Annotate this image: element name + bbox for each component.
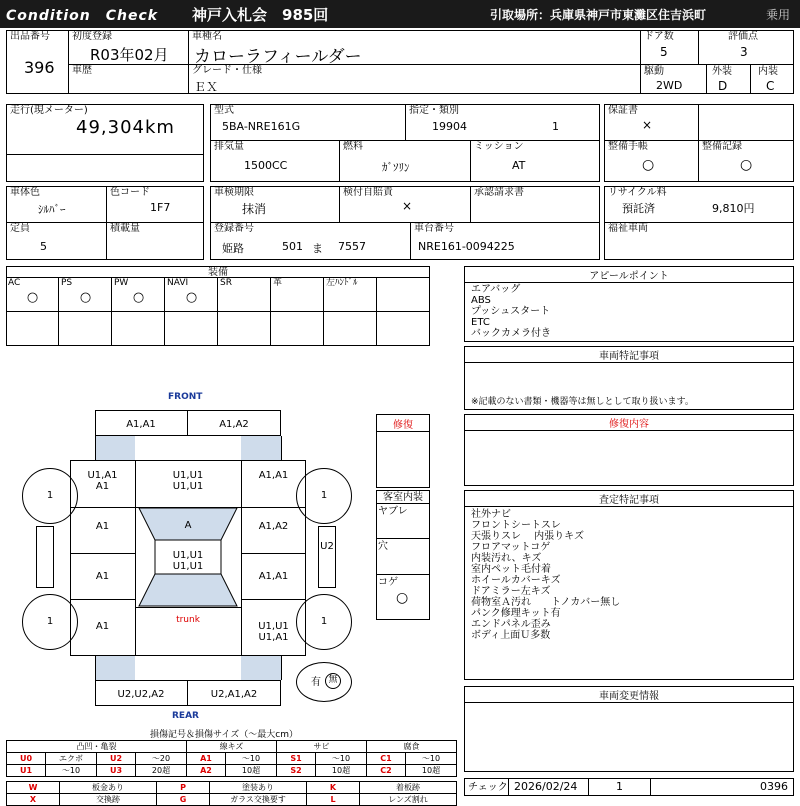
quarter-rl-text: A1 <box>95 621 110 632</box>
designation-label: 指定・類別 <box>409 105 459 116</box>
legend-cell: ～10 <box>316 753 367 765</box>
approval-label: 承認請求書 <box>474 187 524 198</box>
interior-koge: コゲ <box>378 577 398 588</box>
assessment-item: 内装汚れ、キズ <box>471 553 542 564</box>
plate-label: 登録番号 <box>214 223 254 234</box>
repair-panel <box>464 414 794 486</box>
mileage: 49,304km <box>76 117 175 138</box>
legend-cell: ～10 <box>226 753 277 765</box>
assessment-item: エンドパネル歪み <box>471 619 551 630</box>
door-fr-text: A1,A2 <box>258 521 289 532</box>
mission: AT <box>512 159 526 172</box>
model: 5BA-NRE161G <box>222 120 301 133</box>
vehicle-category: 乗用 <box>766 8 791 22</box>
assessment-item: フロントシートスレ <box>471 520 561 531</box>
assessment-item: ホイールカバーキズ <box>471 575 561 586</box>
legend-cell: 10超 <box>316 765 367 777</box>
assessment-item: 荷物室Ａ汚れ トノカバー無し <box>471 597 621 608</box>
score: 3 <box>740 45 748 59</box>
assessment-list <box>465 507 793 643</box>
lot-number: 396 <box>24 58 55 77</box>
rear-label: REAR <box>172 711 199 721</box>
lot-label: 出品番号 <box>10 31 50 42</box>
legend-cell: U1 <box>7 765 46 777</box>
legend-cell: 20超 <box>136 765 187 777</box>
check-label: チェック <box>468 782 508 793</box>
ext-label: 外装 <box>712 66 732 77</box>
equipment-value: ○ <box>26 290 39 305</box>
roof-text: U1,U1 U1,U1 <box>172 550 204 572</box>
legend-header-dent: 凸凹・亀裂 <box>7 741 187 753</box>
frame-number: NRE161-0094225 <box>418 240 515 253</box>
equipment-label: 左ﾊﾝﾄﾞﾙ <box>326 278 358 288</box>
repair-badge: 修復 <box>376 416 430 432</box>
manual: ○ <box>642 157 655 173</box>
rear-bumper-right: U2,A1,A2 <box>210 689 258 700</box>
legend-cell: K <box>307 782 360 794</box>
special-note: ※記載のない書類・機器等は無しとして取り扱います。 <box>471 397 694 407</box>
appeal-item: プッシュスタート <box>471 306 551 317</box>
doors: 5 <box>660 45 668 59</box>
wheel-rear-right-text: 1 <box>320 616 328 627</box>
trunk-text: trunk <box>176 615 200 625</box>
interior-ana: 穴 <box>378 541 388 552</box>
appeal-panel <box>464 266 794 342</box>
pickup-location: 引取場所：兵庫県神戸市東灘区住吉浜町 <box>490 8 707 22</box>
displacement-label: 排気量 <box>214 141 244 152</box>
equipment-label: SR <box>220 278 232 288</box>
inspection: 抹消 <box>242 202 267 216</box>
assessment-item: パンク修理キット有 <box>471 608 561 619</box>
legend-cell: L <box>307 794 360 806</box>
score-label: 評価点 <box>728 31 758 42</box>
legend-cell: 10超 <box>226 765 277 777</box>
wheel-front-right-text: 1 <box>320 490 328 501</box>
fuel: ｶﾞｿﾘﾝ <box>382 161 410 174</box>
auction-title: 神戸入札会 985回 <box>192 6 329 24</box>
legend-cell: U2 <box>97 753 136 765</box>
condition-check-title: Condition Check <box>6 8 159 24</box>
warranty: × <box>642 118 653 132</box>
legend-cell: C2 <box>367 765 406 777</box>
equipment-value: ○ <box>132 290 145 305</box>
color-code: 1F7 <box>150 201 171 214</box>
equipment-label: 革 <box>273 278 283 288</box>
int-grade: C <box>766 79 775 93</box>
legend-cell: 板金あり <box>60 782 157 794</box>
legend-cell: S1 <box>277 753 316 765</box>
interior-yabure: ヤブレ <box>378 506 408 517</box>
interior-koge-mark: ○ <box>396 590 409 606</box>
hood-text: U1,U1 U1,U1 <box>172 470 204 492</box>
legend-cell: U3 <box>97 765 136 777</box>
check-lot: 0396 <box>760 780 788 793</box>
plate-area: 姫路 <box>222 242 244 255</box>
inspection-label: 車検期限 <box>214 187 254 198</box>
legend-header-line: 線キズ <box>187 741 277 753</box>
legend-cell: X <box>7 794 60 806</box>
door-rl-text: A1 <box>95 571 110 582</box>
load-label: 積載量 <box>110 223 140 234</box>
legend-cell: 10超 <box>406 765 457 777</box>
grade-label: グレード・仕様 <box>192 65 262 76</box>
legend-cell: 塗装あり <box>210 782 307 794</box>
color-code-label: 色コード <box>110 187 150 198</box>
front-bumper-right: A1,A2 <box>219 419 249 430</box>
windshield-text: A <box>184 520 192 531</box>
side-right <box>318 526 336 588</box>
legend-cell: A2 <box>187 765 226 777</box>
rear-bumper-left: U2,U2,A2 <box>117 689 165 700</box>
assessment-title: 査定特記事項 <box>465 491 793 507</box>
category-number: 1 <box>552 120 559 133</box>
assessment-item: ドアミラー左キズ <box>471 586 551 597</box>
manual-label: 整備手帳 <box>608 141 648 152</box>
fender-fl-text: U1,A1 A1 <box>87 470 118 492</box>
repair-title: 修復内容 <box>465 415 793 431</box>
designation: 19904 <box>432 120 467 133</box>
assessment-item: 室内ペット毛付着 <box>471 564 551 575</box>
equipment-label: AC <box>8 278 21 288</box>
legend-cell: エクボ <box>46 753 97 765</box>
front-bumper-left: A1,A1 <box>126 419 156 430</box>
equipment-value: ○ <box>79 290 92 305</box>
equipment-title: 装備 <box>208 267 228 278</box>
side-right-text: U2 <box>320 541 334 552</box>
legend-cell: U0 <box>7 753 46 765</box>
record: ○ <box>740 157 753 173</box>
legend-cell: 着板跡 <box>360 782 457 794</box>
doors-label: ドア数 <box>644 31 674 42</box>
legend-title: 損傷記号＆損傷サイズ（～最大cm） <box>150 730 298 740</box>
legend-cell: G <box>157 794 210 806</box>
legend-cell: レンズ割れ <box>360 794 457 806</box>
assessment-item: 天張りスレ 内張りキズ <box>471 531 584 542</box>
wheel-front-left-text: 1 <box>46 490 54 501</box>
door-rr-text: A1,A1 <box>258 571 289 582</box>
legend-header-rust: サビ <box>277 741 367 753</box>
change-panel <box>464 686 794 772</box>
assessment-item: 社外ナビ <box>471 509 511 520</box>
appeal-item: エアバッグ <box>471 284 521 295</box>
assessment-panel <box>464 490 794 680</box>
legend-table <box>6 740 457 806</box>
inspection-box <box>210 186 600 260</box>
plate-number: 7557 <box>338 240 366 253</box>
equipment-label: PW <box>114 278 129 288</box>
recycle-status: 預託済 <box>622 202 655 215</box>
drive-label: 駆動 <box>644 66 664 77</box>
header-bar <box>0 0 800 28</box>
history-label: 車歴 <box>72 65 92 76</box>
legend-cell: ～10 <box>46 765 97 777</box>
recycle-fee: 9,810円 <box>712 202 755 215</box>
check-date: 2026/02/24 <box>514 780 578 793</box>
plate-class: 501 <box>282 240 303 253</box>
fuel-label: 燃料 <box>343 141 363 152</box>
side-left <box>36 526 54 588</box>
frame-label: 車台番号 <box>414 223 454 234</box>
fender-fr-text: A1,A1 <box>258 470 289 481</box>
welfare-label: 福祉車両 <box>608 223 648 234</box>
legend-header-corrosion: 腐食 <box>367 741 457 753</box>
model-label: 型式 <box>214 105 234 116</box>
ext-grade: D <box>718 79 728 93</box>
appeal-list <box>465 283 793 340</box>
spare-mark: 無 <box>328 675 338 685</box>
wheel-rear-left-text: 1 <box>46 616 54 627</box>
first-reg-label: 初度登録 <box>72 31 112 42</box>
color: ｼﾙﾊﾞｰ <box>38 203 66 216</box>
self-insp: × <box>402 199 413 213</box>
appeal-item: バックカメラ付き <box>471 328 551 339</box>
legend-cell: A1 <box>187 753 226 765</box>
door-fl-text: A1 <box>95 521 110 532</box>
color-label: 車体色 <box>10 187 40 198</box>
drive: 2WD <box>656 79 683 92</box>
front-label: FRONT <box>168 392 203 402</box>
self-insp-label: 検付自賠責 <box>343 187 393 198</box>
interior-title: 客室内装 <box>376 492 430 504</box>
special-panel <box>464 346 794 410</box>
legend-cell: C1 <box>367 753 406 765</box>
change-title: 車両変更情報 <box>465 687 793 703</box>
vehicle-name: カローラフィールダー <box>194 47 362 67</box>
recycle-label: リサイクル料 <box>608 187 667 198</box>
equipment-label: PS <box>61 278 73 288</box>
first-reg: R03年02月 <box>90 46 169 64</box>
appeal-item: ABS <box>471 295 491 306</box>
legend-cell: 交換跡 <box>60 794 157 806</box>
quarter-rr-text: U1,U1 U1,A1 <box>258 621 289 643</box>
spare-available: 有 <box>311 677 321 688</box>
legend-cell: ガラス交換要す <box>210 794 307 806</box>
mileage-label: 走行(現メーター) <box>10 105 88 116</box>
assessment-item: ボディ上面Ｕ多数 <box>471 630 551 641</box>
warranty-label: 保証書 <box>608 105 638 116</box>
equipment-value: ○ <box>185 290 198 305</box>
appeal-title: アピールポイント <box>465 267 793 283</box>
legend-cell: ～10 <box>406 753 457 765</box>
special-title: 車両特記事項 <box>465 347 793 363</box>
mission-label: ミッション <box>474 141 524 152</box>
legend-cell: ～20 <box>136 753 187 765</box>
int-label: 内装 <box>758 66 778 77</box>
plate-kana: ま <box>312 242 323 255</box>
assessment-item: フロアマットコゲ <box>471 542 551 553</box>
legend-cell: W <box>7 782 60 794</box>
capacity: 5 <box>40 240 47 253</box>
grade: ＥＸ <box>194 80 219 94</box>
check-count: 1 <box>616 780 623 793</box>
legend-cell: S2 <box>277 765 316 777</box>
legend-cell: P <box>157 782 210 794</box>
appeal-item: ETC <box>471 317 490 328</box>
displacement: 1500CC <box>244 159 288 172</box>
equipment-label: NAVI <box>167 278 189 288</box>
capacity-label: 定員 <box>10 223 30 234</box>
name-label: 車種名 <box>192 31 222 42</box>
record-label: 整備記録 <box>702 141 742 152</box>
